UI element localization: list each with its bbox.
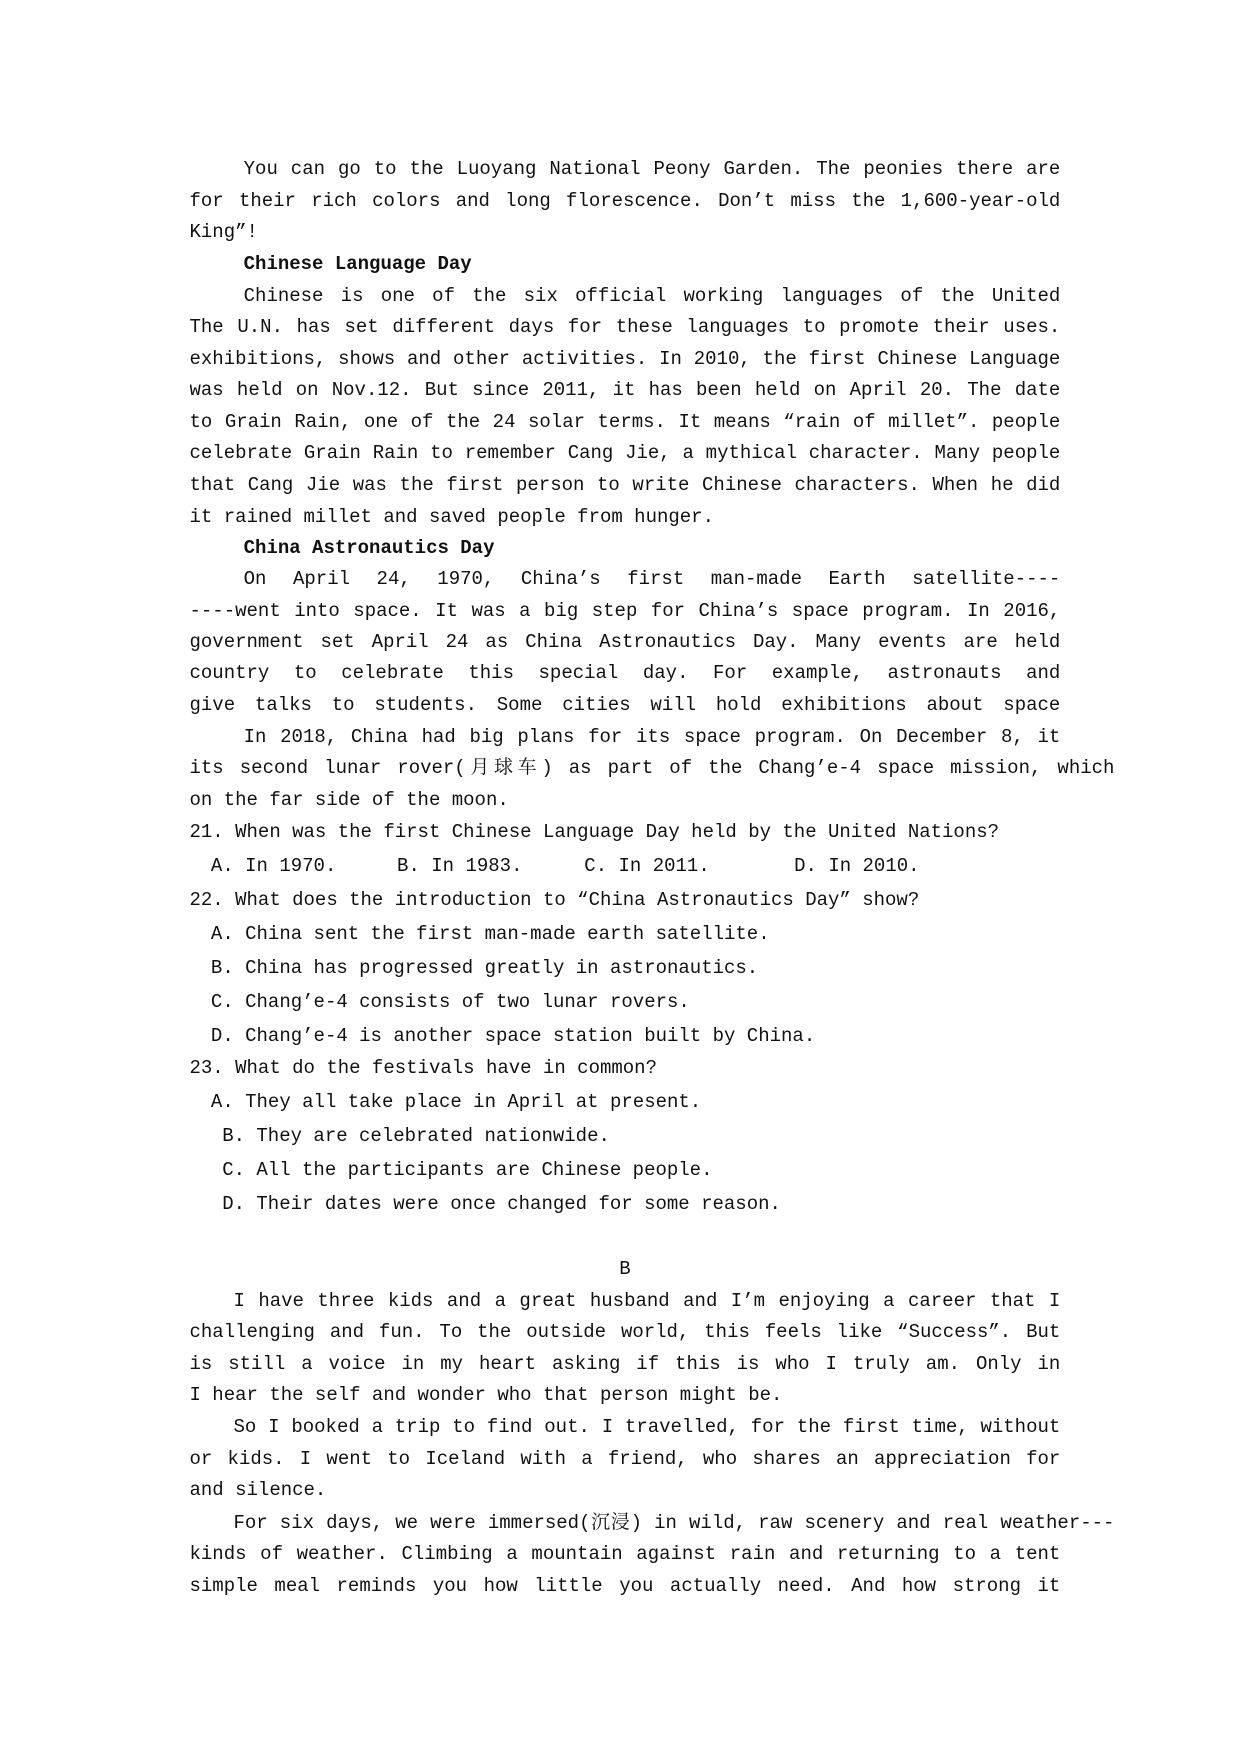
answer-option: B. They are celebrated nationwide.: [222, 1124, 610, 1147]
answer-option: D. In 2010.: [794, 855, 920, 878]
text-line: You can go to the Luoyang National Peony Garden. The peonies there are: [243, 158, 1061, 181]
text-line: or kids. I went to Iceland with a friend, who shares an appreciation for: [189, 1447, 1061, 1470]
text-line: King”!: [189, 221, 258, 244]
answer-option: A. In 1970.: [210, 855, 337, 878]
text-line: and silence.: [189, 1479, 327, 1502]
text-line: on the far side of the moon.: [189, 788, 509, 811]
answer-option: C. In 2011.: [584, 855, 710, 878]
text-line: On April 24, 1970, China’s first man-made Earth satellite----: [243, 567, 1061, 590]
text-line: that Cang Jie was the first person to write Chinese characters. When he did: [189, 474, 1061, 497]
answer-option: D. Chang’e-4 is another space station built by China.: [210, 1024, 816, 1047]
section-heading: Chinese Language Day: [243, 252, 472, 275]
question-stem: 21. When was the first Chinese Language Day held by the United Nations?: [189, 821, 1000, 844]
answer-option: B. In 1983.: [397, 855, 523, 878]
text-line: ----went into space. It was a big step for China’s space program. In 2016,: [189, 600, 1061, 623]
text-line: for their rich colors and long florescence. Don’t miss the 1,600-year-old: [189, 189, 1061, 212]
text-line: country to celebrate this special day. For example, astronauts and: [189, 662, 1061, 685]
answer-option: D. Their dates were once changed for some reason.: [222, 1192, 781, 1215]
text-line: is still a voice in my heart asking if this is who I truly am. Only in: [189, 1352, 1061, 1375]
text-line: celebrate Grain Rain to remember Cang Jie, a mythical character. Many people: [189, 442, 1061, 465]
text-line: In 2018, China had big plans for its space program. On December 8, it: [243, 725, 1061, 748]
text-line: government set April 24 as China Astronautics Day. Many events are held: [189, 630, 1061, 653]
text-line: For six days, we were immersed(沉浸) in wild, raw scenery and real weather---: [233, 1511, 1115, 1534]
answer-option: A. China sent the first man-made earth satellite.: [210, 922, 770, 945]
question-stem: 22. What does the introduction to “China Astronautics Day” show?: [189, 889, 920, 912]
question-stem: 23. What do the festivals have in common?: [189, 1057, 657, 1080]
section-heading: China Astronautics Day: [243, 537, 495, 560]
text-line: I hear the self and wonder who that person might be.: [189, 1384, 783, 1407]
text-line: I have three kids and a great husband and I’m enjoying a career that I: [233, 1289, 1061, 1312]
answer-option: B. China has progressed greatly in astronautics.: [210, 956, 759, 979]
text-line: challenging and fun. To the outside world, this feels like “Success”. But: [189, 1321, 1061, 1344]
text-line: Chinese is one of the six official working languages of the United: [243, 284, 1061, 307]
text-line: exhibitions, shows and other activities. In 2010, the first Chinese Language: [189, 347, 1061, 370]
text-line: So I booked a trip to find out. I travelled, for the first time, without: [233, 1415, 1061, 1438]
answer-option: C. All the participants are Chinese people.: [222, 1158, 713, 1181]
text-line: simple meal reminds you how little you actually need. And how strong it: [189, 1574, 1061, 1597]
answer-option: A. They all take place in April at present.: [210, 1091, 702, 1114]
text-line: was held on Nov.12. But since 2011, it has been held on April 20. The date: [189, 379, 1061, 402]
text-line: kinds of weather. Climbing a mountain against rain and returning to a tent: [189, 1543, 1061, 1566]
text-line: The U.N. has set different days for these languages to promote their uses.: [189, 316, 1061, 339]
text-line: give talks to students. Some cities will hold exhibitions about space: [189, 694, 1061, 716]
text-line: its second lunar rover(月球车) as part of the Chang’e-4 space mission, which: [189, 757, 1115, 780]
passage-label: B: [619, 1258, 631, 1280]
text-line: to Grain Rain, one of the 24 solar terms. It means “rain of millet”. people: [189, 410, 1061, 433]
text-line: it rained millet and saved people from hunger.: [189, 505, 714, 528]
answer-option: C. Chang’e-4 consists of two lunar rovers.: [210, 990, 690, 1013]
